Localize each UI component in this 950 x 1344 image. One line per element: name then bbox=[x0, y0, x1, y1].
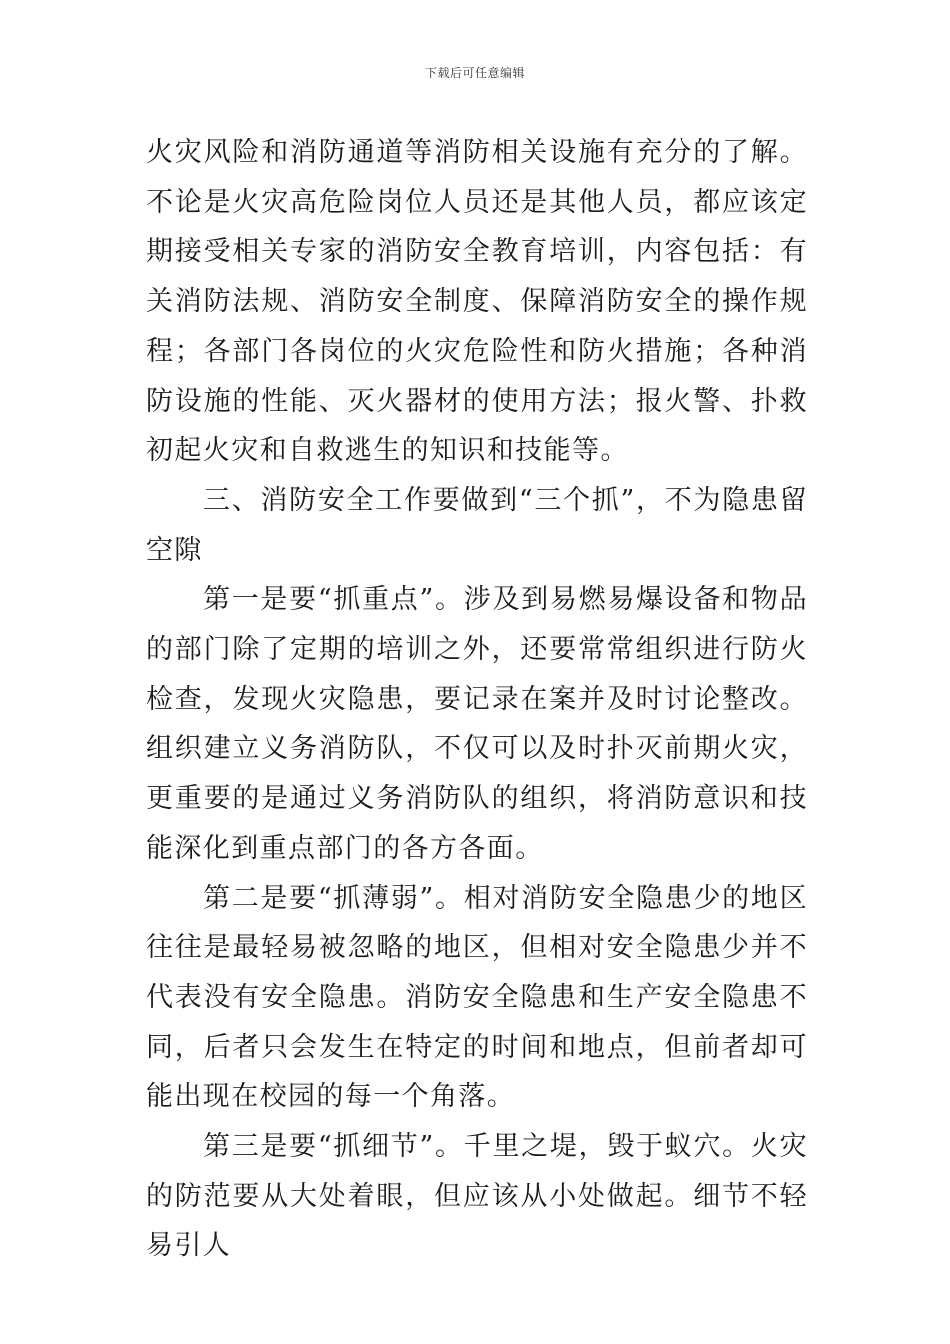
document-body bbox=[146, 128, 808, 1271]
paragraph-grasp-key-points: 第一是要“抓重点”。涉及到易燃易爆设备和物品的部门除了定期的培训之外，还要常常组织进行防火检查，发现火灾隐患，要记录在案并及时讨论整改。组织建立义务消防队，不仅可以及时扑灭前期火灾，更重要的是通过义务消防队的组织，将消防意识和技能深化到重点部门的各方各面。 bbox=[146, 584, 808, 864]
section-heading-three-grasps: 三、消防安全工作要做到“三个抓”，不为隐患留空隙 bbox=[146, 484, 808, 566]
paragraph-grasp-details: 第三是要“抓细节”。千里之堤，毁于蚁穴。火灾的防范要从大处着眼，但应该从小处做起。细节不轻易引人 bbox=[146, 1131, 808, 1262]
paragraph-training: 火灾风险和消防通道等消防相关设施有充分的了解。不论是火灾高危险岗位人员还是其他人员，都应该定期接受相关专家的消防安全教育培训，内容包括：有关消防法规、消防安全制度、保障消防安全的操作规程；各部门各岗位的火灾危险性和防火措施；各种消防设施的性能、灭火器材的使用方法；报火警、扑救初起火灾和自救逃生的知识和技能等。 bbox=[146, 137, 808, 467]
paragraph-grasp-weak-areas: 第二是要“抓薄弱”。相对消防安全隐患少的地区往往是最轻易被忽略的地区，但相对安全隐患少并不代表没有安全隐患。消防安全隐患和生产安全隐患不同，后者只会发生在特定的时间和地点，但前者却可能出现在校园的每一个角落。 bbox=[146, 882, 808, 1113]
page-header-note: 下载后可任意编辑 bbox=[424, 66, 525, 80]
